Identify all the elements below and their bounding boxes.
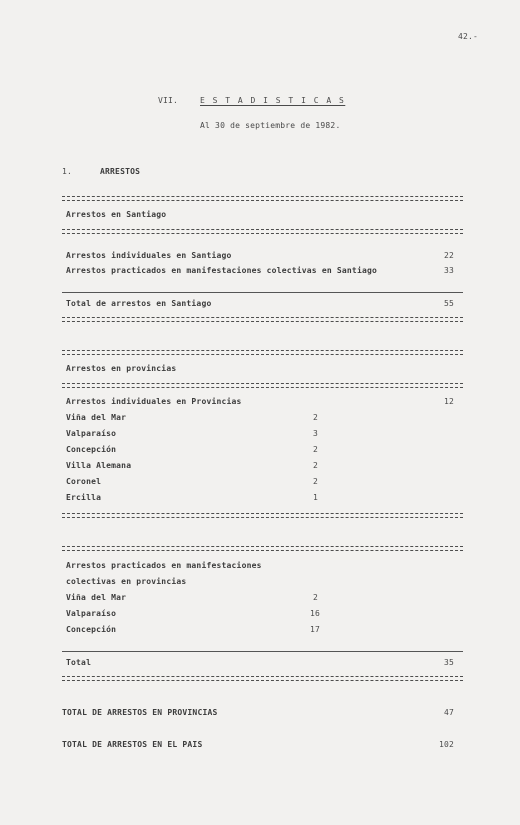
city-value: 3	[313, 429, 319, 438]
city-name: Valparaíso	[66, 429, 117, 438]
colectivas-total-label: Total	[66, 658, 92, 667]
city-value: 16	[310, 609, 321, 618]
colectivas-label-line2: colectivas en provincias	[66, 577, 187, 586]
document-title: E S T A D I S T I C A S	[200, 96, 346, 105]
single-rule	[62, 292, 463, 293]
city-name: Viña del Mar	[66, 593, 127, 602]
double-rule	[62, 513, 463, 518]
total-provincias-label: TOTAL DE ARRESTOS EN PROVINCIAS	[62, 708, 218, 717]
single-rule	[62, 651, 463, 652]
page-number: 42.-	[458, 32, 479, 41]
provincias-individual-total: 12	[443, 397, 454, 406]
section-numeral: VII.	[158, 96, 179, 105]
santiago-header: Arrestos en Santiago	[66, 210, 167, 219]
city-value: 2	[313, 461, 319, 470]
double-rule	[62, 229, 463, 234]
double-rule	[62, 317, 463, 322]
city-value: 2	[313, 477, 319, 486]
city-value: 2	[313, 445, 319, 454]
provincias-header: Arrestos en provincias	[66, 364, 177, 373]
colectivas-label-line1: Arrestos practicados en manifestaciones	[66, 561, 262, 570]
double-rule	[62, 676, 463, 681]
provincias-individual-label: Arrestos individuales en Provincias	[66, 397, 242, 406]
city-name: Concepción	[66, 625, 117, 634]
colectivas-total-value: 35	[443, 658, 454, 667]
double-rule	[62, 383, 463, 388]
double-rule	[62, 350, 463, 355]
table-row-label: Arrestos individuales en Santiago	[66, 251, 232, 260]
total-provincias-value: 47	[443, 708, 454, 717]
city-name: Ercilla	[66, 493, 102, 502]
santiago-total-value: 55	[443, 299, 454, 308]
city-name: Coronel	[66, 477, 102, 486]
table-row-value: 22	[443, 251, 454, 260]
city-name: Valparaíso	[66, 609, 117, 618]
city-value: 1	[313, 493, 319, 502]
city-name: Concepción	[66, 445, 117, 454]
total-pais-label: TOTAL DE ARRESTOS EN EL PAIS	[62, 740, 203, 749]
city-value: 2	[313, 413, 319, 422]
city-name: Villa Alemana	[66, 461, 132, 470]
double-rule	[62, 546, 463, 551]
santiago-total-label: Total de arrestos en Santiago	[66, 299, 212, 308]
document-date: Al 30 de septiembre de 1982.	[200, 121, 341, 130]
city-value: 2	[313, 593, 319, 602]
table-row-label: Arrestos practicados en manifestaciones colectivas en Santiago	[66, 266, 378, 275]
city-value: 17	[310, 625, 321, 634]
double-rule	[62, 196, 463, 201]
total-pais-value: 102	[438, 740, 454, 749]
section-title: ARRESTOS	[100, 167, 141, 176]
city-name: Viña del Mar	[66, 413, 127, 422]
table-row-value: 33	[443, 266, 454, 275]
section-number: 1.	[62, 167, 73, 176]
